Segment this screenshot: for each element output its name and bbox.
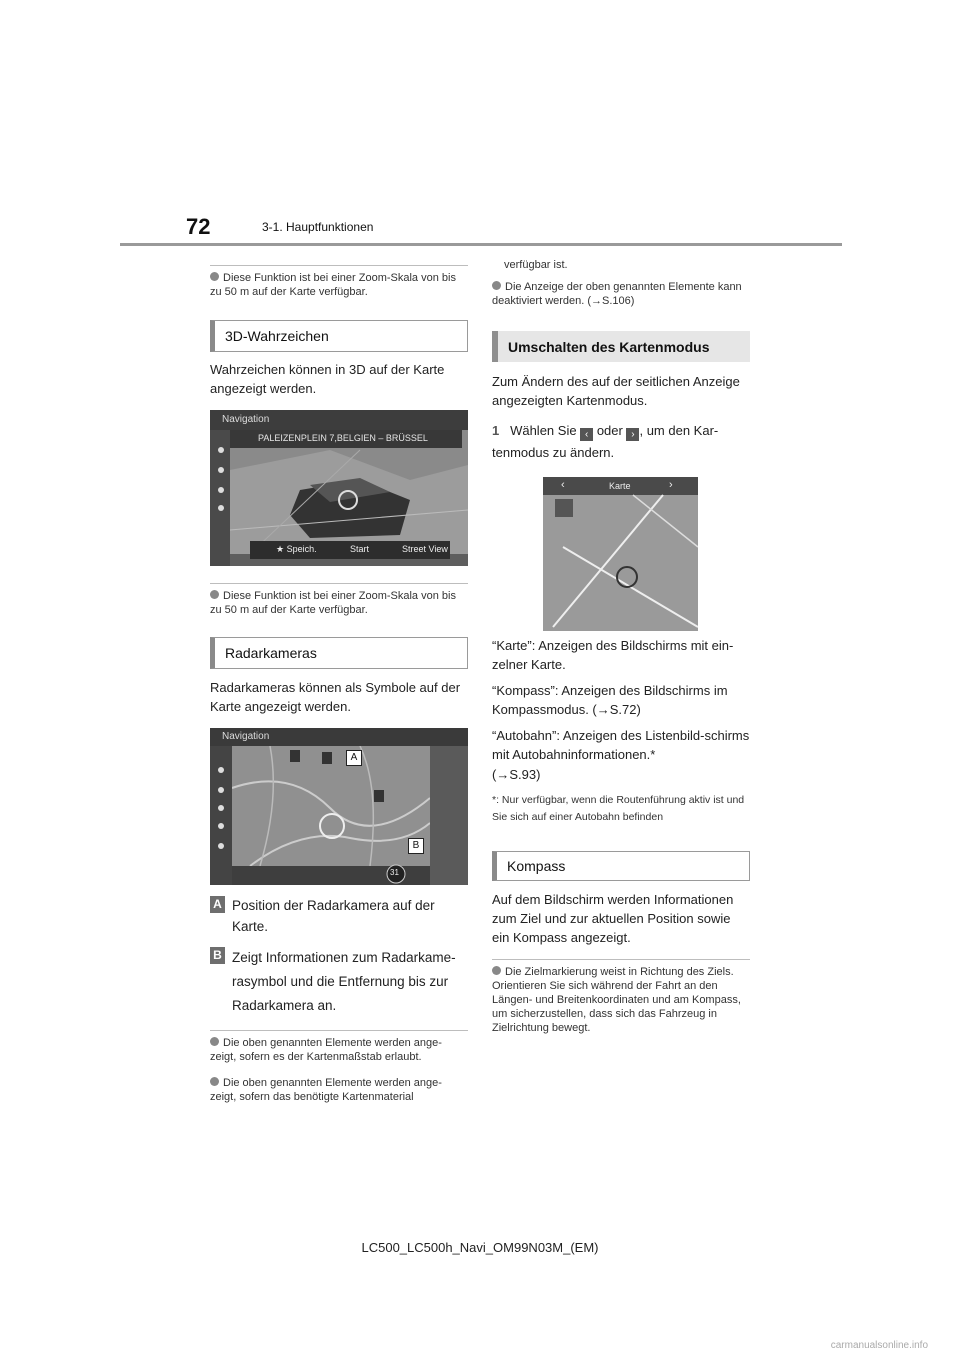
- note-divider: [210, 1030, 468, 1031]
- bullet-icon: [492, 966, 501, 975]
- text-compass: Auf dem Bildschirm werden Informationen zum Ziel und zur aktuellen Position sowie ein Kompass angezeigt.: [492, 892, 734, 945]
- bullet-icon: [210, 1037, 219, 1046]
- note-target-marker: Die Zielmarkierung weist in Richtung des Ziels. Orientieren Sie sich während der Fahrt an den Längen- und Breitenkoordinaten und am Kompass, um sicherzustellen, dass sich das Fahrzeug in Zielrichtung bewegt.: [492, 966, 741, 1034]
- text-radar-cameras: Radarkameras können als Symbole auf der Karte angezeigt werden.: [210, 680, 461, 714]
- next-mode-icon[interactable]: ›: [669, 479, 673, 491]
- heading-3d-landmarks: 3D-Wahrzeichen: [210, 320, 468, 352]
- footnote: *: Nur verfügbar, wenn die Routenführung aktiv ist und Sie sich auf einer Autobahn befinden: [492, 794, 745, 823]
- label-a: A: [210, 896, 225, 913]
- address-bar: PALEIZENPLEIN 7,BELGIEN – BRÜSSEL: [258, 433, 428, 443]
- mode-title: Karte: [609, 481, 631, 491]
- note-zoom-2: Diese Funktion ist bei einer Zoom-Skala von bis zu 50 m auf der Karte verfügbar.: [210, 590, 456, 616]
- chevron-right-icon[interactable]: ›: [626, 428, 639, 441]
- callout-label-a: A: [346, 750, 362, 766]
- text-karte: “Karte”: Anzeigen des Bildschirms mit ein-zelner Karte.: [492, 638, 734, 672]
- note-material: Die oben genannten Elemente werden ange-zeigt, sofern das benötigte Kartenmaterial: [210, 1077, 442, 1103]
- start-button[interactable]: Start: [350, 544, 370, 554]
- page-number: 72: [186, 214, 211, 239]
- street-view-button[interactable]: Street View: [402, 544, 448, 554]
- bullet-icon: [210, 590, 219, 599]
- legend-text-b: Zeigt Informationen zum Radarkame-rasymbol und die Entfernung bis zur Radarkamera an.: [232, 950, 456, 1013]
- note-zoom-1: Diese Funktion ist bei einer Zoom-Skala von bis zu 50 m auf der Karte verfügbar.: [210, 272, 456, 298]
- screen-title: Navigation: [222, 414, 270, 425]
- note-divider: [210, 265, 468, 266]
- note-divider: [210, 583, 468, 584]
- header-rule: [120, 243, 842, 246]
- note-deactivate: Die Anzeige der oben genannten Elemente kann deaktiviert werden. (→S.106): [492, 281, 742, 307]
- count-badge: 31: [390, 868, 399, 877]
- text-autobahn-ref: (→S.93): [492, 767, 541, 782]
- bullet-icon: [210, 272, 219, 281]
- note-continued: verfügbar ist.: [504, 259, 568, 271]
- text-3d-landmarks: Wahrzeichen können in 3D auf der Karte angezeigt werden.: [210, 362, 445, 396]
- legend-item-b: [210, 946, 225, 964]
- save-button[interactable]: ★ Speich.: [276, 544, 317, 554]
- text-kompass: “Kompass”: Anzeigen des Bildschirms im Kompassmodus. (→S.72): [492, 683, 728, 717]
- note-scale: Die oben genannten Elemente werden ange-zeigt, sofern es der Kartenmaßstab erlaubt.: [210, 1037, 442, 1063]
- bullet-icon: [210, 1077, 219, 1086]
- text-autobahn: “Autobahn”: Anzeigen des Listenbild-schirms mit Autobahninformationen.*: [492, 728, 750, 762]
- section-title: 3-1. Hauptfunktionen: [262, 220, 374, 234]
- chevron-left-icon[interactable]: ‹: [580, 428, 593, 441]
- step-1: 1 Wählen Sie ‹ oder › , um den Kar-tenmodus zu ändern.: [492, 423, 719, 460]
- document-code: LC500_LC500h_Navi_OM99N03M_(EM): [361, 1240, 599, 1255]
- bullet-icon: [492, 281, 501, 290]
- watermark: carmanualsonline.info: [830, 1340, 928, 1351]
- label-b: B: [210, 947, 225, 964]
- nav-screen-map-mode: [543, 477, 698, 631]
- legend-text-a: Position der Radarkamera auf der Karte.: [232, 898, 435, 934]
- nav-screen-radar: [210, 728, 468, 885]
- nav-screen-3d: [210, 410, 468, 566]
- text-map-mode: Zum Ändern des auf der seitlichen Anzeige angezeigten Kartenmodus.: [492, 374, 740, 408]
- legend-item-a: [210, 895, 225, 913]
- map-radar-graphic: [210, 728, 468, 885]
- step-number: 1: [492, 423, 500, 438]
- heading-compass: Kompass: [492, 851, 750, 881]
- map-mode-graphic: [543, 477, 698, 631]
- callout-label-b: B: [408, 838, 424, 854]
- heading-radar-cameras: Radarkameras: [210, 637, 468, 669]
- heading-map-mode: Umschalten des Kartenmodus: [492, 331, 750, 362]
- screen-title: Navigation: [222, 731, 270, 742]
- prev-mode-icon[interactable]: ‹: [561, 479, 565, 491]
- note-divider: [492, 959, 750, 960]
